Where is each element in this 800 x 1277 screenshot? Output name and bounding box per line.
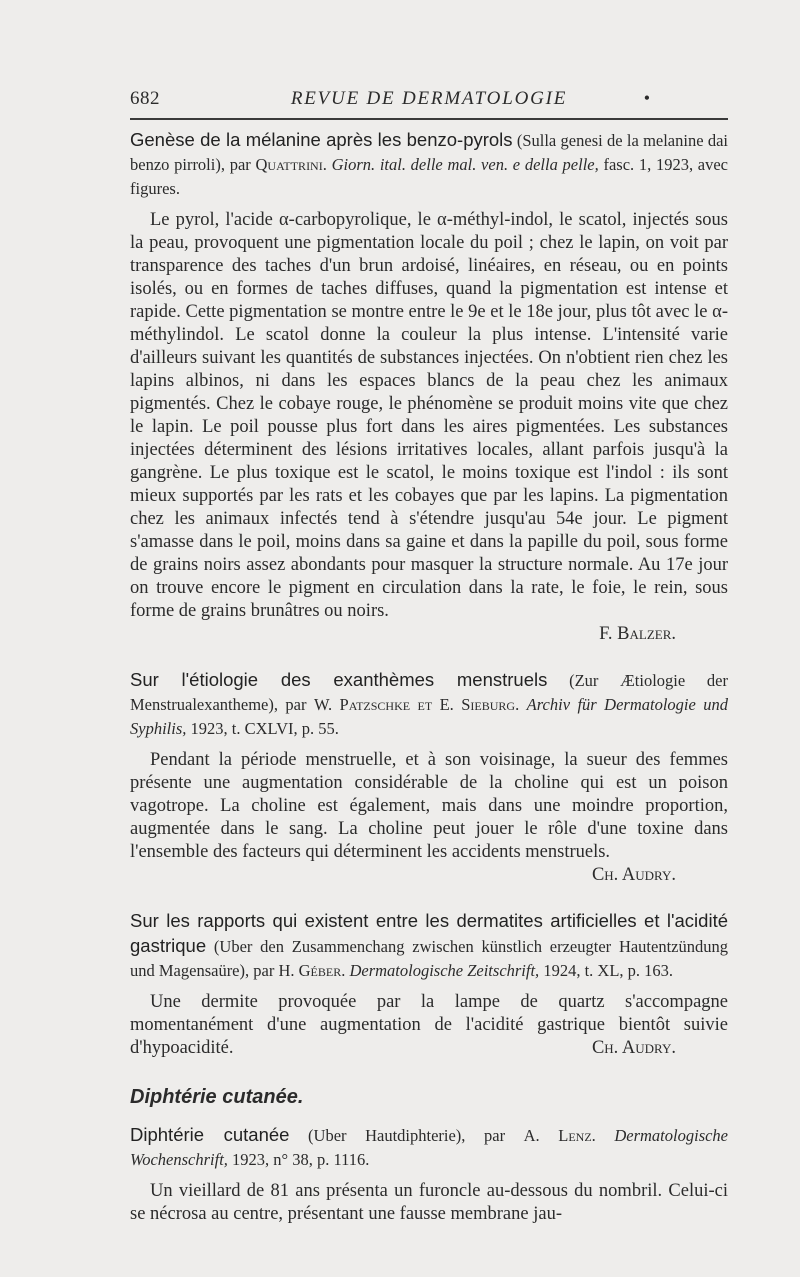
header-mark: • — [643, 88, 650, 108]
journal-name: Dermatologische Zeitschrift, — [349, 961, 540, 980]
article-body — [130, 749, 728, 887]
page-header — [130, 86, 728, 116]
article-signature: F. Balzer. — [599, 624, 676, 644]
ref-text: 1923, n° 38, p. 1116. — [227, 1150, 370, 1169]
article-author: W. Patzschke et E. Sieburg — [313, 695, 516, 714]
page-number: 682 — [130, 88, 160, 109]
article-signature: Ch. Audry. — [591, 1038, 676, 1058]
page-content — [130, 128, 728, 1226]
header-rule — [130, 118, 728, 120]
article-body — [130, 991, 728, 1060]
journal-name: Dermatologische Wochenschrift, — [130, 1126, 729, 1169]
article — [130, 668, 728, 887]
article — [130, 909, 728, 1060]
ref-text: (Zur Ætiologie der Menstrualexantheme), par — [130, 671, 728, 714]
article-reference — [130, 1123, 728, 1172]
ref-text: 1924, t. XL, p. 163. — [539, 961, 674, 980]
article-body-text: Une dermite provoquée par la lampe de quartz s'accompagne momentanément d'une augmentation de l'acidité gastrique bientôt suivie d'hypoacidité. — [130, 992, 728, 1058]
article-title: Genèse de la mélanine après les benzo-pyrols — [130, 129, 513, 150]
ref-text: . — [322, 155, 332, 174]
journal-name: Giorn. ital. delle mal. ven. e della pelle, — [331, 155, 599, 174]
ref-text: . — [515, 695, 527, 714]
ref-text: (Uber Hautdiphterie), par — [289, 1126, 524, 1145]
article-body: Le pyrol, l'acide α-carbopyrolique, le α-méthyl-indol, le scatol, injectés sous la peau, provoquent une pigmentation locale du poil ; chez le lapin, on voit par transparence des taches d'un brun ardoisé, linéaires, en réseau, ou en points isolés, ou en formes de taches diffuses, quand la pigmentation est intense et rapide. Cette pigmentation se montre entre le 9e et le 18e jour, plus tôt avec le α-méthylindol. Le scatol donne la couleur la plus intense. L'intensité varie d'ailleurs suivant les quantités de substances injectées. On n'obtient rien chez les lapins albinos, ni dans les espaces blancs de la peau chez les animaux pigmentés. Chez le cobaye rouge, le phénomène se produit moins vite que chez le lapin. Le poil pousse plus fort dans les aires pigmentées. Les substances injectées déterminent des lésions irritatives locales, allant parfois jusqu'à la gangrène. Le plus toxique est le scatol, le moins toxique est l'indol : ils sont mieux supportés par les rats et les cobayes que par les lapins. La pigmentation chez les animaux infectés tend à s'étendre jusqu'au 54e jour. Le pigment s'amasse dans le poil, moins dans sa gaine et dans la papille du poil, sous forme de grains noirs assez abondants pour masquer la structure normale. Au 17e jour on trouve encore le pigment en circulation dans la rate, le foie, le rein, sous forme de grains brunâtres ou noirs. — [130, 210, 728, 621]
ref-text: . — [591, 1126, 615, 1145]
section-heading: Diphtérie cutanée. — [130, 1086, 304, 1108]
article-reference — [130, 128, 728, 201]
article-author: A. Lenz — [523, 1126, 592, 1145]
ref-text: (Uber den Zusammenchang zwischen künstlich erzeugter Hautentzündung und Magensaüre), par — [130, 937, 728, 980]
article-title: Sur les rapports qui existent entre les dermatites artificielles et l'acidité gastrique — [130, 910, 728, 956]
journal-name: Archiv für Dermatologie und Syphilis, — [130, 695, 728, 738]
article-reference — [130, 668, 728, 741]
article-body: Un vieillard de 81 ans présenta un furoncle au-dessous du nombril. Celui-ci se nécrosa au centre, présentant une fausse membrane jau- — [130, 1181, 728, 1224]
article-author: H. Géber — [278, 961, 342, 980]
article-title: Diphtérie cutanée — [130, 1124, 290, 1145]
running-title: REVUE DE DERMATOLOGIE — [290, 88, 568, 109]
ref-text: fasc. 1, 1923, avec figures. — [130, 155, 729, 198]
ref-text: 1923, t. CXLVI, p. 55. — [186, 719, 339, 738]
article-reference — [130, 909, 728, 983]
ref-text: . — [341, 961, 350, 980]
article-title: Sur l'étiologie des exanthèmes menstruels — [130, 669, 548, 690]
article — [130, 1123, 728, 1226]
article-body-text: Pendant la période menstruelle, et à son voisinage, la sueur des femmes présente une augmentation considérable de la choline qui est un poison vagotrope. La choline est également, mais dans une moindre proportion, augmentée dans le sang. La choline peut jouer le rôle d'une toxine dans l'ensemble des facteurs qui déterminent les accidents menstruels. — [130, 750, 728, 862]
article — [130, 128, 728, 646]
article-author: Quattrini — [255, 155, 323, 174]
article-signature: Ch. Audry. — [591, 865, 676, 885]
ref-text: (Sulla genesi de la melanine dai benzo pirroli), par — [130, 131, 728, 174]
